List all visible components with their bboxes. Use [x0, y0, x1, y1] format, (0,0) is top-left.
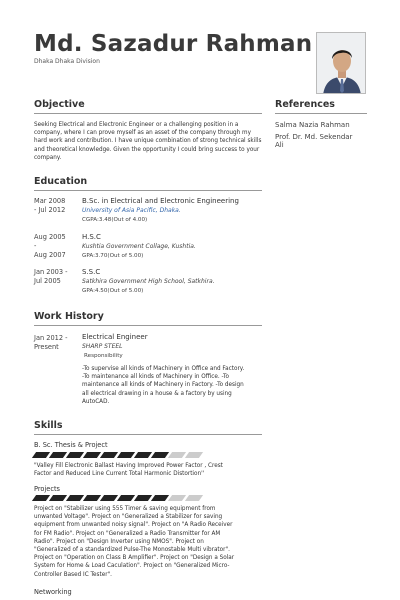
work-title: Electrical Engineer: [82, 333, 148, 341]
skill-segment-filled: [151, 495, 169, 501]
skills-divider: [34, 434, 262, 435]
work-date: Present: [34, 343, 59, 351]
work-history-heading: Work History: [34, 311, 104, 322]
skill-segment-filled: [117, 495, 135, 501]
objective-text: Seeking Electrical and Electronic Engineer or a challenging position in a company, where I can prove myself as an asset of the company through my hard work and contribution. I have unique combination of strong technical skills and theoretical knowledge. Given the opportunity I could bring success to your company.: [34, 122, 262, 161]
skills-heading: Skills: [34, 420, 63, 431]
education-date: Jul 2005: [34, 277, 61, 285]
work-history-divider: [34, 325, 262, 326]
skill-description-line: "Generalized of a standardized Pulse-The Monostable Multi vibrator".: [34, 547, 230, 554]
skill-description-line: Radio". Project on "Design Inverter using NMOS". Project on: [34, 538, 204, 545]
candidate-name: Md. Sazadur Rahman: [34, 31, 313, 57]
work-date: Jan 2012 -: [34, 334, 68, 342]
responsibility-line: maintenance all kinds of Machinery in Factory. -To design: [82, 382, 244, 389]
reference-item: Salma Nazia Rahman: [275, 121, 350, 129]
education-gpa: CGPA:3.48(Out of 4.00): [82, 217, 148, 223]
skill-segment-filled: [49, 452, 67, 458]
skill-segment-filled: [66, 452, 84, 458]
skill-segment-empty: [185, 452, 203, 458]
skill-segment-filled: [83, 495, 101, 501]
skill-segment-filled: [117, 452, 135, 458]
education-degree: H.S.C: [82, 233, 101, 241]
work-company: SHARP STEEL: [82, 343, 123, 350]
references-divider: [275, 113, 367, 114]
education-date: Aug 2005: [34, 233, 66, 241]
education-degree: B.Sc. in Electrical and Electronic Engineering: [82, 197, 239, 205]
skill-name: B. Sc. Thesis & Project: [34, 441, 108, 449]
skill-level-bar: [34, 452, 201, 458]
skill-segment-filled: [134, 452, 152, 458]
responsibility-line: -To maintenance all kinds of Machinery in Office. -To: [82, 374, 230, 381]
reference-item: Ali: [275, 141, 284, 149]
skill-segment-filled: [151, 452, 169, 458]
skill-description-line: Controller Based IC Tester".: [34, 571, 112, 578]
responsibility-line: AutoCAD.: [82, 398, 110, 405]
skill-description-line: "Valley Fill Electronic Ballast Having Improved Power Factor , Crest: [34, 463, 223, 469]
skill-name: Projects: [34, 485, 60, 493]
education-gpa: GPA:4.50(Out of 5.00): [82, 288, 144, 294]
skill-segment-empty: [185, 495, 203, 501]
skill-description-line: System for Home & Load Caculation". Project on "Generalized Micro-: [34, 563, 230, 570]
skill-description-line: unwanted Voltage". Project on "Generalized a Stabilizer for saving: [34, 514, 223, 521]
skill-segment-filled: [49, 495, 67, 501]
skill-segment-filled: [32, 495, 50, 501]
reference-item: Prof. Dr. Md. Sekendar: [275, 133, 353, 141]
responsibility-line: all electrical drawing in a house & a factory by using: [82, 390, 232, 397]
skill-description: [34, 505, 274, 579]
skill-segment-filled: [83, 452, 101, 458]
work-responsibilities: [82, 365, 272, 406]
skill-segment-empty: [168, 495, 186, 501]
education-heading: Education: [34, 176, 88, 187]
skill-segment-filled: [134, 495, 152, 501]
skill-level-bar: [34, 495, 201, 501]
education-divider: [34, 190, 262, 191]
references-heading: References: [275, 99, 335, 110]
profile-photo: [316, 32, 366, 94]
skill-segment-filled: [100, 452, 118, 458]
skill-description-line: equipment from unwanted noisy signal". Project on "A Radio Receiver: [34, 522, 233, 529]
skill-segment-filled: [32, 452, 50, 458]
education-gpa: GPA:3.70(Out of 5.00): [82, 253, 144, 259]
work-responsibility-label: Responsibility: [84, 353, 123, 359]
skill-description-line: Project on "Stabilizer using 555 Timer & saving equipment from: [34, 506, 216, 512]
skill-name: Networking: [34, 588, 72, 596]
person-photo-icon: [317, 33, 366, 94]
responsibility-line: -To supervise all kinds of Machinery in Office and Factory.: [82, 366, 245, 372]
education-date: - Jul 2012: [34, 206, 66, 214]
education-date: -: [34, 242, 37, 250]
education-date: Jan 2003 -: [34, 268, 68, 276]
education-degree: S.S.C: [82, 268, 101, 276]
skill-description-line: Factor and Reduced Line Current Total Harmonic Distortion'': [34, 471, 205, 478]
education-institution: Satkhira Government High School, Satkhira.: [82, 278, 215, 285]
skill-description-line: Project on "Operation on Class B Amplifier". Project on "Design a Solar: [34, 555, 235, 562]
skill-description-line: for FM Radio". Project on "Generalized a Radio Transmitter for AM: [34, 530, 221, 537]
skill-segment-filled: [100, 495, 118, 501]
objective-divider: [34, 113, 262, 114]
skill-segment-empty: [168, 452, 186, 458]
skill-segment-filled: [66, 495, 84, 501]
education-institution-link[interactable]: University of Asia Pacific, Dhaka.: [82, 207, 181, 214]
candidate-location: Dhaka Dhaka Division: [34, 58, 100, 65]
education-date: Mar 2008: [34, 197, 66, 205]
objective-heading: Objective: [34, 99, 85, 110]
education-institution: Kushtia Government Collage, Kushtia.: [82, 243, 196, 250]
skill-description: [34, 462, 269, 478]
education-date: Aug 2007: [34, 251, 66, 259]
